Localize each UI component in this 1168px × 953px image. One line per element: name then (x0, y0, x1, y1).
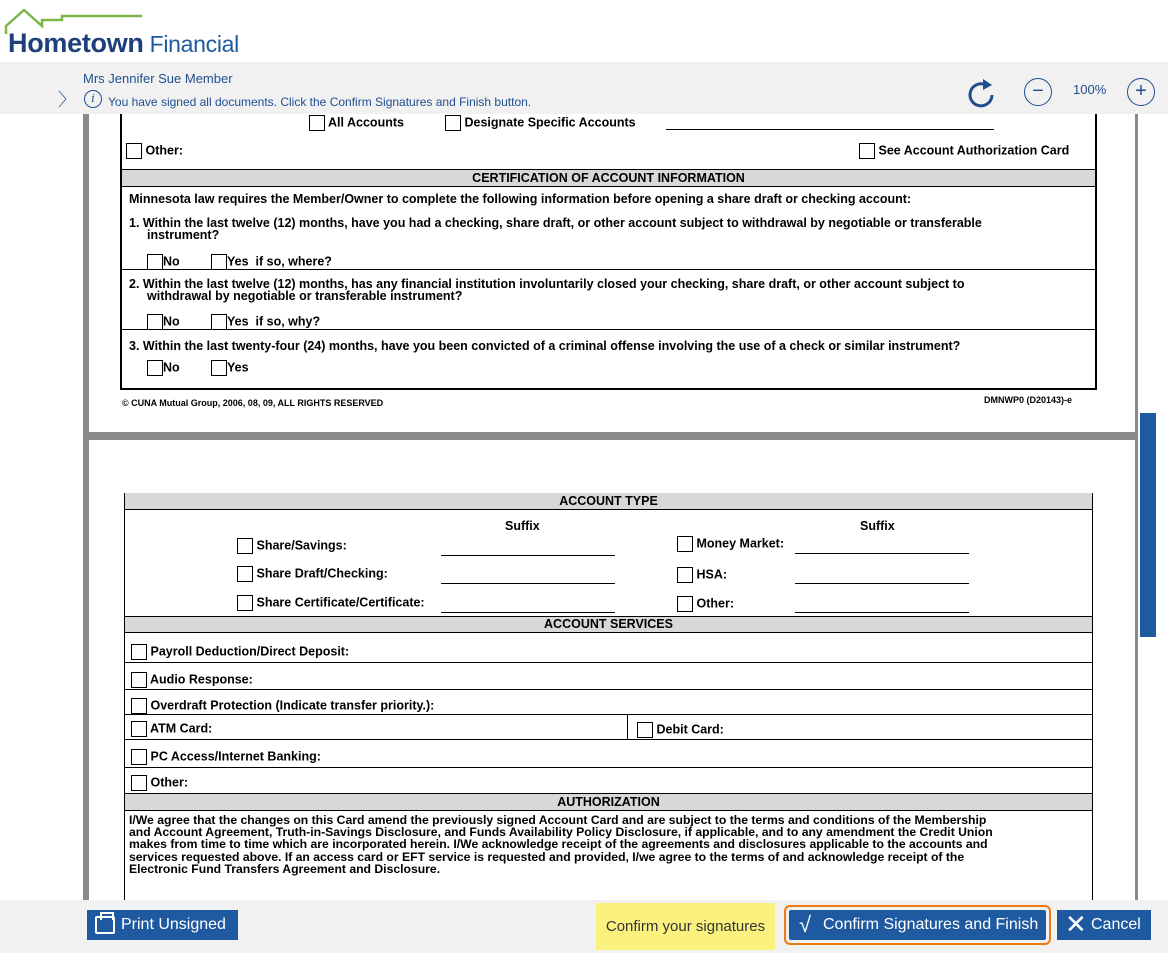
divider (122, 329, 1095, 330)
info-icon: i (84, 90, 102, 108)
checkbox[interactable] (237, 538, 253, 554)
see-authorization-card-option[interactable]: See Account Authorization Card (859, 143, 1069, 159)
divider (627, 714, 628, 739)
confirm-signatures-button[interactable]: √ Confirm Signatures and Finish (784, 905, 1051, 945)
other-type-suffix-line[interactable] (795, 597, 969, 613)
printer-icon (95, 916, 115, 934)
form-code: DMNWP0 (D20143)-e (984, 395, 1073, 405)
share-draft-suffix-line[interactable] (441, 568, 615, 584)
certification-header: CERTIFICATION OF ACCOUNT INFORMATION (122, 169, 1095, 187)
checkbox[interactable] (309, 115, 325, 131)
designate-accounts-line[interactable] (666, 116, 994, 130)
checkbox[interactable] (126, 143, 142, 159)
debit-card-option[interactable]: Debit Card: (637, 722, 724, 738)
other-option[interactable]: Other: (126, 143, 183, 159)
zoom-level: 100% (1073, 82, 1107, 97)
divider (125, 739, 1092, 740)
checkbox[interactable] (677, 536, 693, 552)
atm-card-option[interactable]: ATM Card: (131, 721, 212, 737)
account-type-header: ACCOUNT TYPE (125, 493, 1092, 510)
share-draft-option[interactable]: Share Draft/Checking: (237, 566, 388, 582)
share-savings-suffix-line[interactable] (441, 540, 615, 556)
checkbox[interactable] (237, 566, 253, 582)
footer-bar (0, 900, 1168, 953)
divider (125, 767, 1092, 768)
checkbox[interactable] (677, 567, 693, 583)
checkbox[interactable] (859, 143, 875, 159)
certification-intro: Minnesota law requires the Member/Owner to complete the following information before opening a share draft or checking account: (129, 192, 912, 206)
checkbox[interactable] (147, 360, 163, 376)
checkbox[interactable] (131, 672, 147, 688)
cancel-button[interactable]: ✕ Cancel (1057, 910, 1151, 940)
money-market-suffix-line[interactable] (795, 538, 969, 554)
checkbox[interactable] (211, 254, 227, 270)
checkbox[interactable] (147, 314, 163, 330)
q1-no-option[interactable]: No (147, 254, 180, 270)
checkbox[interactable] (237, 595, 253, 611)
info-bar (0, 62, 1168, 114)
checkbox[interactable] (131, 644, 147, 660)
document-page-2 (89, 440, 1135, 900)
checkbox[interactable] (445, 115, 461, 131)
suffix-label-left: Suffix (505, 519, 540, 533)
checkbox[interactable] (147, 254, 163, 270)
designate-accounts-option[interactable]: Designate Specific Accounts (445, 115, 636, 131)
logo-name-bold: Hometown (8, 28, 144, 58)
other-type-option[interactable]: Other: (677, 596, 734, 612)
refresh-icon[interactable] (964, 78, 998, 112)
overdraft-protection-option[interactable]: Overdraft Protection (Indicate transfer priority.): (131, 698, 434, 714)
question-2: 2. Within the last twelve (12) months, has any financial institution involuntarily closed your checking, share draft, or other account subject to withdrawal by negotiable or transferable instrument? (129, 277, 965, 303)
q1-yes-option[interactable]: Yes if so, where? (211, 254, 332, 270)
checkbox[interactable] (131, 749, 147, 765)
question-1: 1. Within the last twelve (12) months, have you had a checking, share draft, or other account subject to withdrawal by negotiable or transferable instrument? (129, 216, 982, 242)
divider (122, 269, 1095, 270)
share-certificate-option[interactable]: Share Certificate/Certificate: (237, 595, 425, 611)
share-certificate-suffix-line[interactable] (441, 597, 615, 613)
checkbox[interactable] (131, 721, 147, 737)
audio-response-option[interactable]: Audio Response: (131, 672, 253, 688)
authorization-header: AUTHORIZATION (125, 793, 1092, 811)
hometown-financial-logo (0, 4, 300, 56)
q3-yes-option[interactable]: Yes (211, 360, 249, 376)
document-viewer[interactable] (83, 114, 1138, 900)
expand-arrow-icon[interactable]: 〉 (58, 90, 76, 110)
hsa-suffix-line[interactable] (795, 568, 969, 584)
logo-text (8, 28, 239, 59)
q2-yes-option[interactable]: Yes if so, why? (211, 314, 320, 330)
account-services-header: ACCOUNT SERVICES (125, 616, 1092, 633)
print-unsigned-button[interactable]: Print Unsigned (87, 910, 238, 940)
share-savings-option[interactable]: Share/Savings: (237, 538, 347, 554)
logo-name-light: Financial (149, 31, 239, 57)
authorization-text: I/We agree that the changes on this Card amend the previously signed Account Card and are subject to the terms and conditions of the Membership and Account Agreement, Truth-in-Savings Disclosure, and Funds Availability Policy Disclosure, if applicable, and to any amendment the Credit Union makes from time to time which are incorporated herein. I/We acknowledge receipt of the agreements and disclosures applicable to the accounts and services requested above. If an access card or EFT service is requested and provided, I/we agree to the terms of and acknowledge receipt of the Electronic Fund Transfers Agreement and Disclosure. (129, 813, 993, 876)
all-accounts-option[interactable]: All Accounts (309, 115, 404, 131)
document-page-1 (89, 114, 1135, 432)
checkbox[interactable] (131, 775, 147, 791)
checkmark-icon: √ (799, 912, 812, 937)
copyright: © CUNA Mutual Group, 2006, 08, 09, ALL RIGHTS RESERVED (122, 398, 384, 408)
q3-no-option[interactable]: No (147, 360, 180, 376)
checkbox[interactable] (637, 722, 653, 738)
status-message: You have signed all documents. Click the Confirm Signatures and Finish button. (108, 95, 532, 109)
zoom-in-button[interactable]: + (1127, 78, 1155, 106)
question-3: 3. Within the last twenty-four (24) months, have you been convicted of a criminal offense involving the use of a check or similar instrument? (129, 339, 961, 353)
divider (125, 689, 1092, 690)
checkbox[interactable] (131, 698, 147, 714)
confirm-hint: Confirm your signatures (596, 903, 775, 950)
checkbox[interactable] (211, 360, 227, 376)
suffix-label-right: Suffix (860, 519, 895, 533)
divider (125, 714, 1092, 715)
pc-access-option[interactable]: PC Access/Internet Banking: (131, 749, 321, 765)
q2-why-line[interactable] (352, 314, 1095, 330)
other-service-option[interactable]: Other: (131, 775, 188, 791)
scrollbar-thumb[interactable] (1140, 413, 1156, 637)
payroll-deduction-option[interactable]: Payroll Deduction/Direct Deposit: (131, 644, 349, 660)
close-icon: ✕ (1065, 909, 1087, 939)
divider (125, 662, 1092, 663)
page-separator (89, 432, 1135, 440)
hsa-option[interactable]: HSA: (677, 567, 727, 583)
money-market-option[interactable]: Money Market: (677, 536, 784, 552)
member-name: Mrs Jennifer Sue Member (83, 71, 233, 86)
zoom-out-button[interactable]: − (1024, 78, 1052, 106)
checkbox[interactable] (211, 314, 227, 330)
q2-no-option[interactable]: No (147, 314, 180, 330)
checkbox[interactable] (677, 596, 693, 612)
q1-where-line[interactable] (352, 254, 1095, 270)
